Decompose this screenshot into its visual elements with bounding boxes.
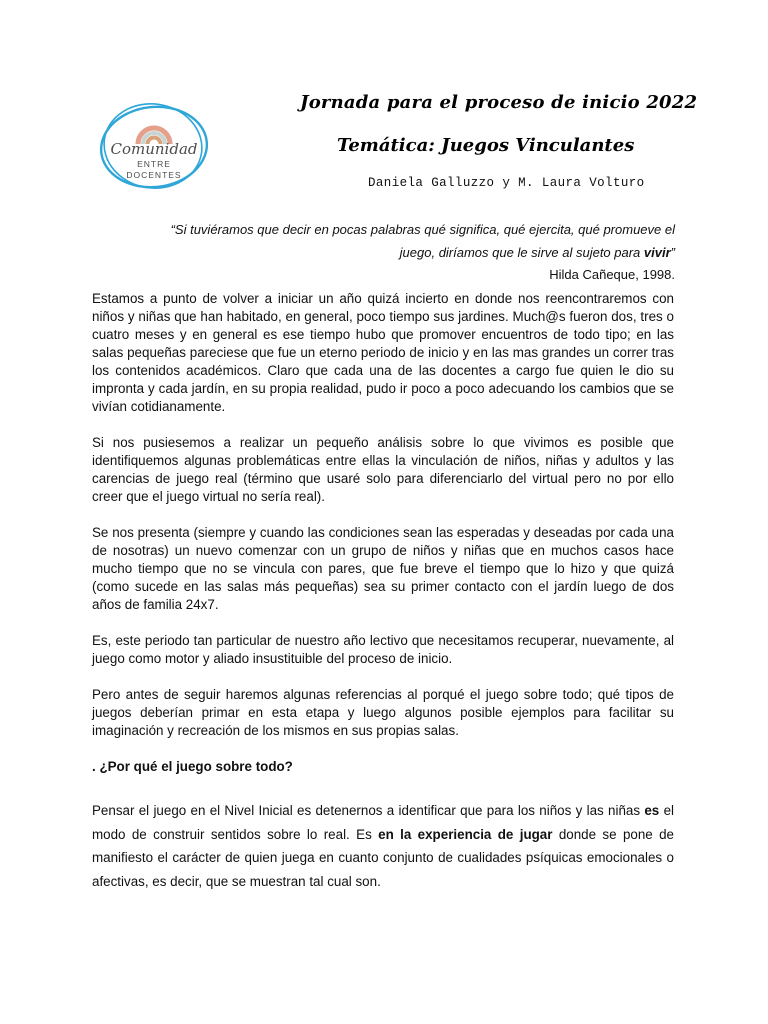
paragraph-4: Es, este periodo tan particular de nuestro año lectivo que necesitamos recuperar, nuevamente, al juego como motor y aliado insustituible del proceso de inicio. (92, 633, 674, 666)
emphasis-es: es (644, 803, 660, 818)
epigraph-quote (95, 218, 675, 286)
document-title: Jornada para el proceso de inicio 2022 (300, 92, 698, 113)
section-heading: . ¿Por qué el juego sobre todo? (92, 759, 293, 774)
logo-text-docentes: DOCENTES (126, 170, 182, 180)
logo-text-entre: ENTRE (137, 159, 171, 169)
quote-citation: Hilda Cañeque, 1998. (549, 267, 675, 282)
document-authors: Daniela Galluzzo y M. Laura Volturo (368, 176, 645, 190)
quote-emphasis: vivir (643, 245, 671, 260)
emphasis-experiencia: en la experiencia de jugar (378, 826, 553, 842)
paragraph-1: Estamos a punto de volver a iniciar un año quizá incierto en donde nos reencontraremos con niños y niñas que han habitado, en general, poco tiempo sus jardines. Much@s fueron dos, tres o cuatro meses y en general es ese tiempo hubo que promover encuentros de todo tipo; en las salas pequeñas pareciese que fue un eterno periodo de inicio y en las mas grandes un correr tras los contenidos académicos. Claro que cada una de las docentes a cargo fue quien le dio su impronta y cada jardín, en su propia realidad, pudo ir poco a poco adecuando los cambios que se vivían cotidianamente. (92, 291, 674, 414)
quote-line-2: juego, diríamos que le sirve al sujeto para vivir” (399, 245, 675, 260)
logo-text-comunidad: Comunidad (110, 140, 198, 158)
paragraph-6: Pensar el juego en el Nivel Inicial es detenernos a identificar que para los niños y las niñas es el modo de construir sentidos sobre lo real. Es en la experiencia de jugar donde se pone de manifiesto el carácter de quien juega en cuanto conjunto de cualidades psíquicas emocionales o afectivas, es decir, que se muestran tal cual son. (92, 803, 674, 889)
logo-graphic (96, 100, 212, 192)
quote-line-1: “Si tuviéramos que decir en pocas palabras qué significa, qué ejercita, qué promueve el (170, 222, 675, 237)
comunidad-logo (96, 100, 212, 192)
paragraph-3: Se nos presenta (siempre y cuando las condiciones sean las esperadas y deseadas por cada una de nosotras) un nuevo comenzar con un grupo de niños y niñas que en muchos casos hace mucho tiempo que no se vincula con pares, que fue breve el tiempo que lo hizo y que quizá (como sucede en las salas más pequeñas) sea su primer contacto con el jardín luego de dos años de familia 24x7. (92, 525, 674, 612)
document-body (92, 290, 674, 911)
document-subtitle: Temática: Juegos Vinculantes (337, 135, 635, 156)
paragraph-2: Si nos pusiesemos a realizar un pequeño análisis sobre lo que vivimos es posible que identifiquemos algunas problemáticas entre ellas la vinculación de niños, niñas y adultos y las carencias de juego real (término que usaré solo para diferenciarlo del virtual pero no por ello creer que el juego virtual no sería real). (92, 435, 674, 504)
paragraph-5: Pero antes de seguir haremos algunas referencias al porqué el juego sobre todo; qué tipos de juegos deberían primar en esta etapa y luego algunos posible ejemplos para facilitar su imaginación y recreación de los mismos en sus propias salas. (92, 687, 674, 738)
